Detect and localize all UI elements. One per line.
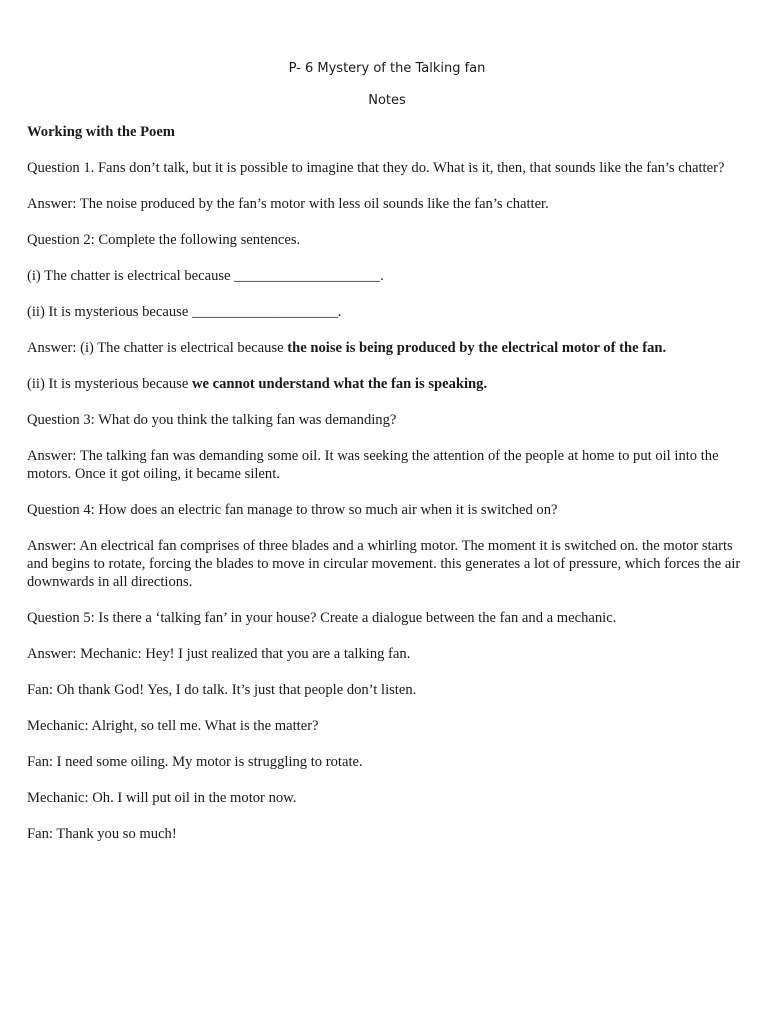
paragraph-question-2-ii [27, 303, 747, 321]
paragraph-answer-4 [27, 537, 747, 591]
paragraph-text: (ii) It is mysterious because [27, 376, 192, 392]
paragraph-text: Fan: Thank you so much! [27, 826, 177, 842]
paragraph-text: Question 5: Is there a ‘talking fan’ in your house? Create a dialogue between the fan and a mechanic. [27, 610, 617, 626]
paragraph-question-3 [27, 411, 747, 429]
paragraph-question-2 [27, 231, 747, 249]
paragraph-dialogue-fan-3 [27, 825, 747, 843]
paragraph-text: Mechanic: Oh. I will put oil in the motor now. [27, 790, 297, 806]
paragraph-text: Answer: An electrical fan comprises of three blades and a whirling motor. The moment it is switched on. the motor starts and begins to rotate, forcing the blades to move in circular movement. this generates a lot of pressure, which forces the air downwards in all directions. [27, 538, 741, 590]
paragraph-text: Fan: I need some oiling. My motor is struggling to rotate. [27, 754, 363, 770]
document-title: P- 6 Mystery of the Talking fan [288, 61, 486, 76]
document-subtitle: Notes [368, 93, 406, 108]
paragraph-text: Question 1. Fans don’t talk, but it is possible to imagine that they do. What is it, then, that sounds like the fan’s chatter? [27, 160, 725, 176]
paragraph-text: Answer: The talking fan was demanding some oil. It was seeking the attention of the people at home to put oil into the motors. Once it got oiling, it became silent. [27, 448, 719, 482]
section-heading: Working with the Poem [27, 124, 175, 140]
paragraph-question-2-i [27, 267, 747, 285]
paragraph-dialogue-mechanic-2 [27, 717, 747, 735]
paragraph-dialogue-fan-1 [27, 681, 747, 699]
paragraph-text: Question 3: What do you think the talking fan was demanding? [27, 412, 397, 428]
paragraph-answer-2-ii [27, 375, 747, 393]
paragraph-question-4 [27, 501, 747, 519]
paragraph-text: Mechanic: Alright, so tell me. What is the matter? [27, 718, 319, 734]
paragraph-text: Answer: The noise produced by the fan’s motor with less oil sounds like the fan’s chatter. [27, 196, 549, 212]
paragraph-dialogue-fan-2 [27, 753, 747, 771]
paragraph-text: Fan: Oh thank God! Yes, I do talk. It’s just that people don’t listen. [27, 682, 417, 698]
paragraph-answer-3 [27, 447, 747, 483]
paragraph-bold-text: we cannot understand what the fan is speaking. [191, 376, 488, 392]
paragraph-text: Answer: (i) The chatter is electrical because [27, 340, 288, 356]
paragraph-question-1 [27, 159, 747, 177]
paragraph-dialogue-mechanic-3 [27, 789, 747, 807]
paragraph-answer-1 [27, 195, 747, 213]
paragraph-text: Question 4: How does an electric fan manage to throw so much air when it is switched on? [27, 502, 558, 518]
paragraph-text: (i) The chatter is electrical because ____________________. [27, 268, 384, 284]
paragraph-dialogue-mechanic-1 [27, 645, 747, 663]
paragraph-text: Question 2: Complete the following sentences. [27, 232, 301, 248]
paragraph-text: Answer: Mechanic: Hey! I just realized that you are a talking fan. [27, 646, 411, 662]
paragraph-answer-2-i [27, 339, 747, 357]
paragraph-bold-text: the noise is being produced by the electrical motor of the fan. [287, 340, 667, 356]
paragraph-question-5 [27, 609, 747, 627]
paragraph-text: (ii) It is mysterious because ____________________. [27, 304, 342, 320]
document-page [27, 58, 747, 843]
